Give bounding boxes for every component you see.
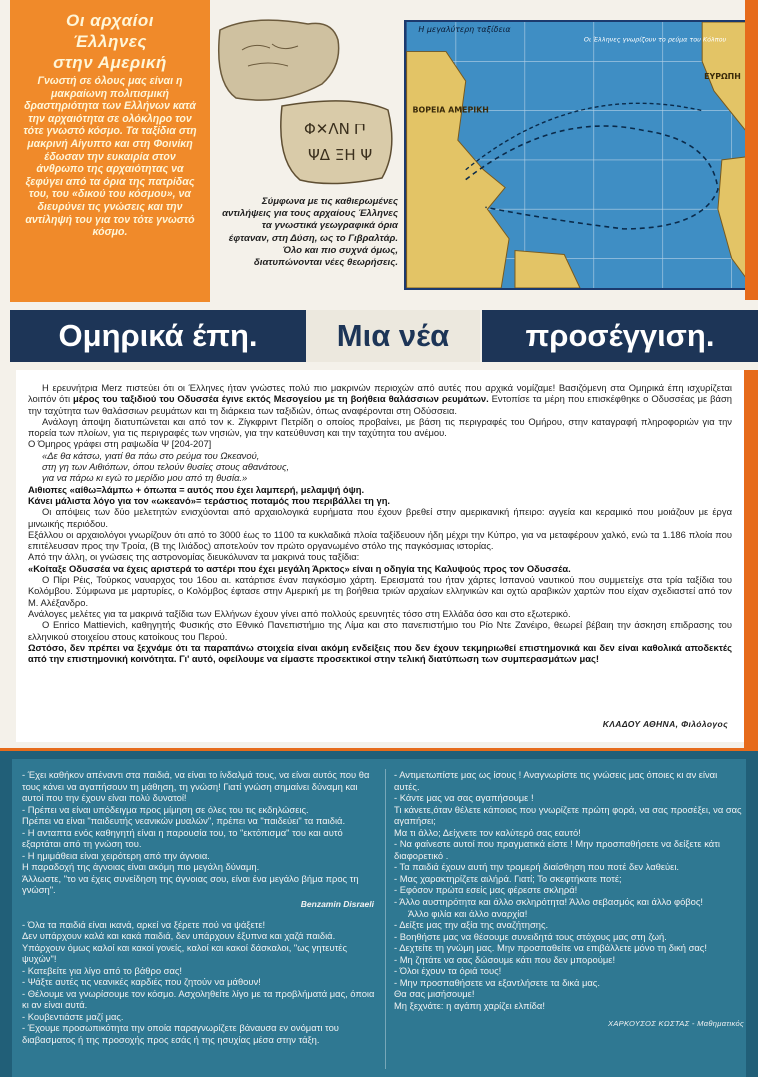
left-line: Δεν υπάρχουν καλά και κακά παιδιά, δεν υπάρχουν έξυπνα και χαζά παιδιά. <box>22 930 336 942</box>
right-line: - Δείξτε μας την αξία της αναζήτησης. <box>394 919 549 931</box>
clay-tablet-image <box>212 10 402 190</box>
right-line: - Μας χαρακτηρίζετε αιλήρά. Γιατί; Το σκεφτήκατε ποτέ; <box>394 872 622 884</box>
right-line: - Μη ζητάτε να σας δώσουμε κάτι που δεν μπορούμε! <box>394 953 616 965</box>
left-line: - Πρέπει να είναι υπόδειγμα προς μίμηση σε όλες του τις εκδηλώσεις. <box>22 803 309 815</box>
article-body <box>16 370 744 742</box>
right-signature: ΧΑΡΚΟΥΣΟΣ ΚΩΣΤΑΣ - Μαθηματικός <box>607 1019 744 1029</box>
article-paragraph: Ανάλογες μελέτες για τα μακρινά ταξίδια των Ελλήνων έχουν γίνει από πολλούς ερευνητές τόσο στη Ελλάδα όσο και στο εξωτερικό. <box>28 607 571 619</box>
left-line: - Όλα τα παιδιά είναι ικανά, αρκεί να ξέρετε πού να ψάξετε! <box>22 918 266 930</box>
column-divider <box>385 769 386 1069</box>
article-paragraph: Ο Enrico Mattievich, καθηγητής Φυσικής στο Εθνικό Πανεπιστήμιο της Λίμα και στο πανεπιστήμιο του Ρίο Ντε Ζανέιρο, θεωρεί βέβαιη την άσκηση επιδρασης του ελληνικού στοιχείου στους κατοίκους του Περού. <box>28 619 732 642</box>
svg-text:ΨΔ ΞΗ Ψ: ΨΔ ΞΗ Ψ <box>308 146 373 164</box>
left-line: - Κατεβείτε για λίγο από το βάθρο σας! <box>22 964 182 976</box>
article-paragraph: Οι απόψεις των δύο μελετητών ενισχύονται από αρχαιολογικά ευρήματα που έχουν βρεθεί στην αμερικανική ήπειρο: αγγεία και κεραμικό που μοιάζουν με έργα μινωικής περιόδου. <box>28 506 732 529</box>
right-column <box>394 769 744 1030</box>
left-line: Η παραδοχή της άγνοιας είναι ακόμη πιο μεγάλη δύναμη. <box>22 861 260 873</box>
right-line: - Βοηθήστε μας να θέσουμε συνειδητά τους στόχους μας στη ζωή. <box>394 930 667 942</box>
intro-title-line: Έλληνες <box>73 32 147 51</box>
left-line: Υπάρχουν όμως καλοί και κακοί γονείς, καλοί και κακοί δάσκαλοι, "ως γητευτές ψυχών"! <box>22 941 348 965</box>
left-line: - Έχουμε προσωπικότητα την οποία παραγνωρίζετε βάναυσα εν ονόματι του διαβασματος ή της προσοχής προς εσάς ή της ησυχίας μέσα στην τάξη. <box>22 1022 339 1046</box>
article-paragraph: Ο Όμηρος γράφει στη ραψωδία Ψ [204-207] <box>28 438 212 450</box>
right-line: - Αντιμετωπίστε μας ως ίσους ! Αναγνωρίστε τις γνώσεις μας όποιες κι αν είναι αυτές. <box>394 769 718 792</box>
headline-part-2: Μια νέα <box>306 310 480 362</box>
headline-part-1: Ομηρικά έπη. <box>10 310 306 362</box>
left-line: - Η ημιμάθεια είναι χειρότερη από την άγνοια. <box>22 849 210 861</box>
left-line: Πρέπει να είναι "παιδευτής νεανικών μυαλών", πρέπει να "παιδεύει" τα παιδιά. <box>22 815 346 827</box>
right-line: Μα τι άλλο; Δείχνετε τον καλύτερό σας εαυτό! <box>394 826 581 838</box>
map-label-america: ΒΟΡΕΙΑ ΑΜΕΡΙΚΗ <box>412 105 489 115</box>
left-line: - Ψάξτε αυτές τις νεανικές καρδιές που ζητούν να μάθουν! <box>22 976 261 988</box>
article-paragraph: Ο Πίρι Ρέις, Τούρκος ναυαρχος του 16ου αι. κατάρτισε έναν παγκόσμιο χάρτη. Ερεισματά του ήταν χάρτες Ισπανού ναυτικού που συμμετείχε στα τρία ταξίδια του Κολόμβου. Σύμφωνα με μαρτυρίες, ο Κολόμβος έφτασε στην Αμερική με τη βοήθεια τριών αρχαίων ελληνικών και οχτώ αραβικών χαρτών που είχαν σχεδιαστεί από τον Μ. Αλέξανδρο. <box>28 574 732 608</box>
svg-text:Φ✕ΛΝ 𐅃: Φ✕ΛΝ 𐅃 <box>304 120 366 138</box>
article-signature: ΚΛΑΔΟΥ ΑΘΗΝΑ, Φιλόλογος <box>602 718 728 729</box>
right-line: - Κάντε μας να σας αγαπήσουμε ! <box>394 792 534 804</box>
right-line: - Να φαίνεστε αυτοί που πραγματικά είστε ! Μην προσπαθήσετε να δείξετε κάτι διαφορετικό . <box>394 838 720 861</box>
article-paragraph: Εξάλλου οι αρχαιολόγοι γνωρίζουν ότι από το 3000 έως το 1100 τα κυκλαδικά πλοία ταξίδευουν ήδη μέχρι την Κύπρο, για να μεταφέρουν χαλκό, ενώ τα 1.186 πλοία που επιτέλευσαν προς την Τροία, (Β της Ιλιάδος) αποτελούν τον πρώτο οργανωμένο στόλο της παγκόσμιας ιστορίας. <box>28 528 732 552</box>
quote-line: στη γη των Αιθιόπων, όπου τελούν θυσίες στους αθανάτους, <box>42 461 290 473</box>
headline-banner <box>0 302 758 370</box>
right-line: - Μην προσπαθήσετε να εξαντλήσετε τα δικά μας. <box>394 976 600 988</box>
right-line: Τι κάνετε,όταν θέλετε κάποιος που γνωρίζετε πρώτη φορά, να σας προσέξει, να σας αγαπήσει; <box>394 803 742 827</box>
left-column <box>22 769 380 1046</box>
left-line: - Έχει καθήκον απέναντι στα παιδιά, να είναι το ίνδαλμά τους, να είναι αυτός που θα τους κάνει να αγαπήσουν τη μάθηση, τη γνώση! Γιατί γνώση σημαίνει δύναμη και αυτοί που την έχουν είναι πολύ δυνατοί! <box>22 769 370 804</box>
intro-box <box>10 0 210 302</box>
article-paragraph: Ανάλογη άποψη διατυπώνεται και από τον κ. Ζίγκφριντ Πετρίδη ο οποίος προβαίνει, με βάση τις περιγραφές του Ομήρου, στην καταγραφή πληροφοριών για την πορεία των πλοίων, για τις περιγραφές των νησιών, για την κατεύθυνση και την ταχύτητα του ανέμου. <box>28 415 732 439</box>
orange-strip <box>745 0 758 300</box>
intro-text: Γνωστή σε όλους μας είναι η μακραίωνη πολιτισμική δραστηριότητα των Ελλήνων κατά την αρχαιότητα σε ολόκληρο τον τότε γνωστό κόσμο. Τα ταξίδια στη μακρινή Αίγυπτο και στη Φοινίκη έδωσαν την ευκαιρία στον άνθρωπο της αρχαιότητας να ξεφύγει από τα όρια της πατρίδας του, του «δικού του κόσμου», να διευρύνει τις γνώσεις και την αντίληψή του για τον τότε γνωστό κόσμο. <box>23 75 197 239</box>
left-line: - Κουβεντιάστε μαζί μας. <box>22 1010 124 1022</box>
right-line: - Τα παιδιά έχουν αυτή την τρομερή διαίσθηση που ποτέ δεν λαθεύει. <box>394 861 680 873</box>
left-line: - Η ανταπτα ενός καθηγητή είναι η παρουσία του, το "εκτόπισμα" του και αυτό εξαρτάται από τη γνώση του. <box>22 826 343 850</box>
right-line: - Δεχτείτε τη γνώμη μας. Μην προσπαθείτε να επιβάλλετε μόνο τη δική σας! <box>394 942 707 954</box>
map-label-europe: ΕΥΡΩΠΗ <box>704 72 741 82</box>
atlantic-map <box>404 20 756 290</box>
quote-line: «Δε θα κάτσω, γιατί θα πάω στο ρεύμα του Ωκεανού, <box>42 449 260 461</box>
map-label-top: Η μεγαλύτερη ταξίδεια <box>418 24 511 34</box>
intro-title-line: στην Αμερική <box>53 53 167 72</box>
left-line: Άλλωστε, "το να έχεις συνείδηση της άγνοιας σου, είναι ένα μεγάλο βήμα προς τη γνώση". <box>22 872 359 896</box>
intro-title <box>20 10 200 73</box>
map-caption: Σύμφωνα με τις καθιερωμένες αντιλήψεις για τους αρχαίους Έλληνες τα γνωστικά γεωγραφικά όρια έφταναν, στη Δύση, ως το Γιβραλτάρ. Όλο και πιο συχνά όμως, διατυπώνονται νέες θεωρήσεις. <box>222 196 398 269</box>
article-bold-line: Κάνει μάλιστα λόγο για τον «ωκεανό»= τεράστιος ποταμός που περιβάλλει τη γη. <box>28 494 391 506</box>
right-line: - Εφόσον πρώτα εσείς μας φέρεστε σκληρά! <box>394 884 578 896</box>
right-line: Θα σας μισήσουμε! <box>394 988 475 1000</box>
left-signature: Benzamin Disraeli <box>300 899 374 910</box>
article-paragraph: Η ερευνήτρια Merz πιστεύει ότι οι Έλληνες ήταν γνώστες πολύ πιο μακρινών περιοχών από αυτές που αρχικά νομίζαμε! Βασιζόμενη στα Ομηρικά έπη ισχυρίζεται λοιπόν ότι μέρος του ταξιδιού του Οδυσσέα έγινε εκτός Μεσογείου με τη βοήθεια θαλάσσιων ρευμάτων. Εντοπίσε τα μέρη που επισκέφθηκε ο Οδυσσέας με βάση την ταχύτητα των θαλάσσιων ρευμάτων και τη διάρκεια των ταξιδιών, όπως αναφέρονται στη Οδύσσεια. <box>28 382 732 416</box>
quote-line: για να πάρω κι εγώ το μερίδιο μου από τη θυσία.» <box>42 472 248 484</box>
article-bold-line: Αιθιοπες «αίθω=λάμπω + όπωπα = αυτός που έχει λαμπερή, μελαμψή όψη. <box>28 483 365 495</box>
left-line: - Θέλουμε να γνωρίσουμε τον κόσμο. Ασχοληθείτε λίγο με τα προβλήματά μας, όποια κι αν είναι αυτά. <box>22 987 375 1011</box>
article-bold-line: Ωστόσο, δεν πρέπει να ξεχνάμε ότι τα παραπάνω στοιχεία είναι ακόμη ενδείξεις που δεν έχουν τεκμηριωθεί επιστημονικά και δεν είναι καθολικά αποδεκτές από την επιστημονική κοινότητα. Γι' αυτό, οφείλουμε να είμαστε προσεκτικοί στην τελική διατύπωση των συμπερασμάτων μας! <box>28 641 732 665</box>
bottom-panel <box>12 759 746 1077</box>
orange-side-strip <box>744 370 758 750</box>
right-line: Άλλο φιλία και άλλο αναρχία! <box>408 907 528 919</box>
map-label-note: Οι Έλληνες γνωρίζουν το ρεύμα του Κόλπου <box>583 35 727 44</box>
headline-part-3: προσέγγιση. <box>482 310 758 362</box>
right-line: - Άλλο αυστηρότητα και άλλο σκληρότητα! Άλλο σεβασμός και άλλο φόβος! <box>394 896 704 908</box>
article-bold-line: «Κοίταξε Οδυσσέα να έχεις αριστερά το αστέρι που έχει μεγάλη Άρκτος» είναι η οδηγία της Καλυψούς προς τον Οδυσσέα. <box>28 562 571 574</box>
right-line: - Όλοι έχουν τα όριά τους! <box>394 965 502 977</box>
right-line: Μη ξεχνάτε: η αγάπη χαρίζει ελπίδα! <box>394 999 545 1011</box>
article-paragraph: Από την άλλη, οι γνώσεις της αστρονομίας διευκόλυναν τα μακρινά τους ταξίδια: <box>28 551 360 563</box>
bottom-section <box>0 748 758 1077</box>
intro-title-line: Οι αρχαίοι <box>66 11 154 30</box>
